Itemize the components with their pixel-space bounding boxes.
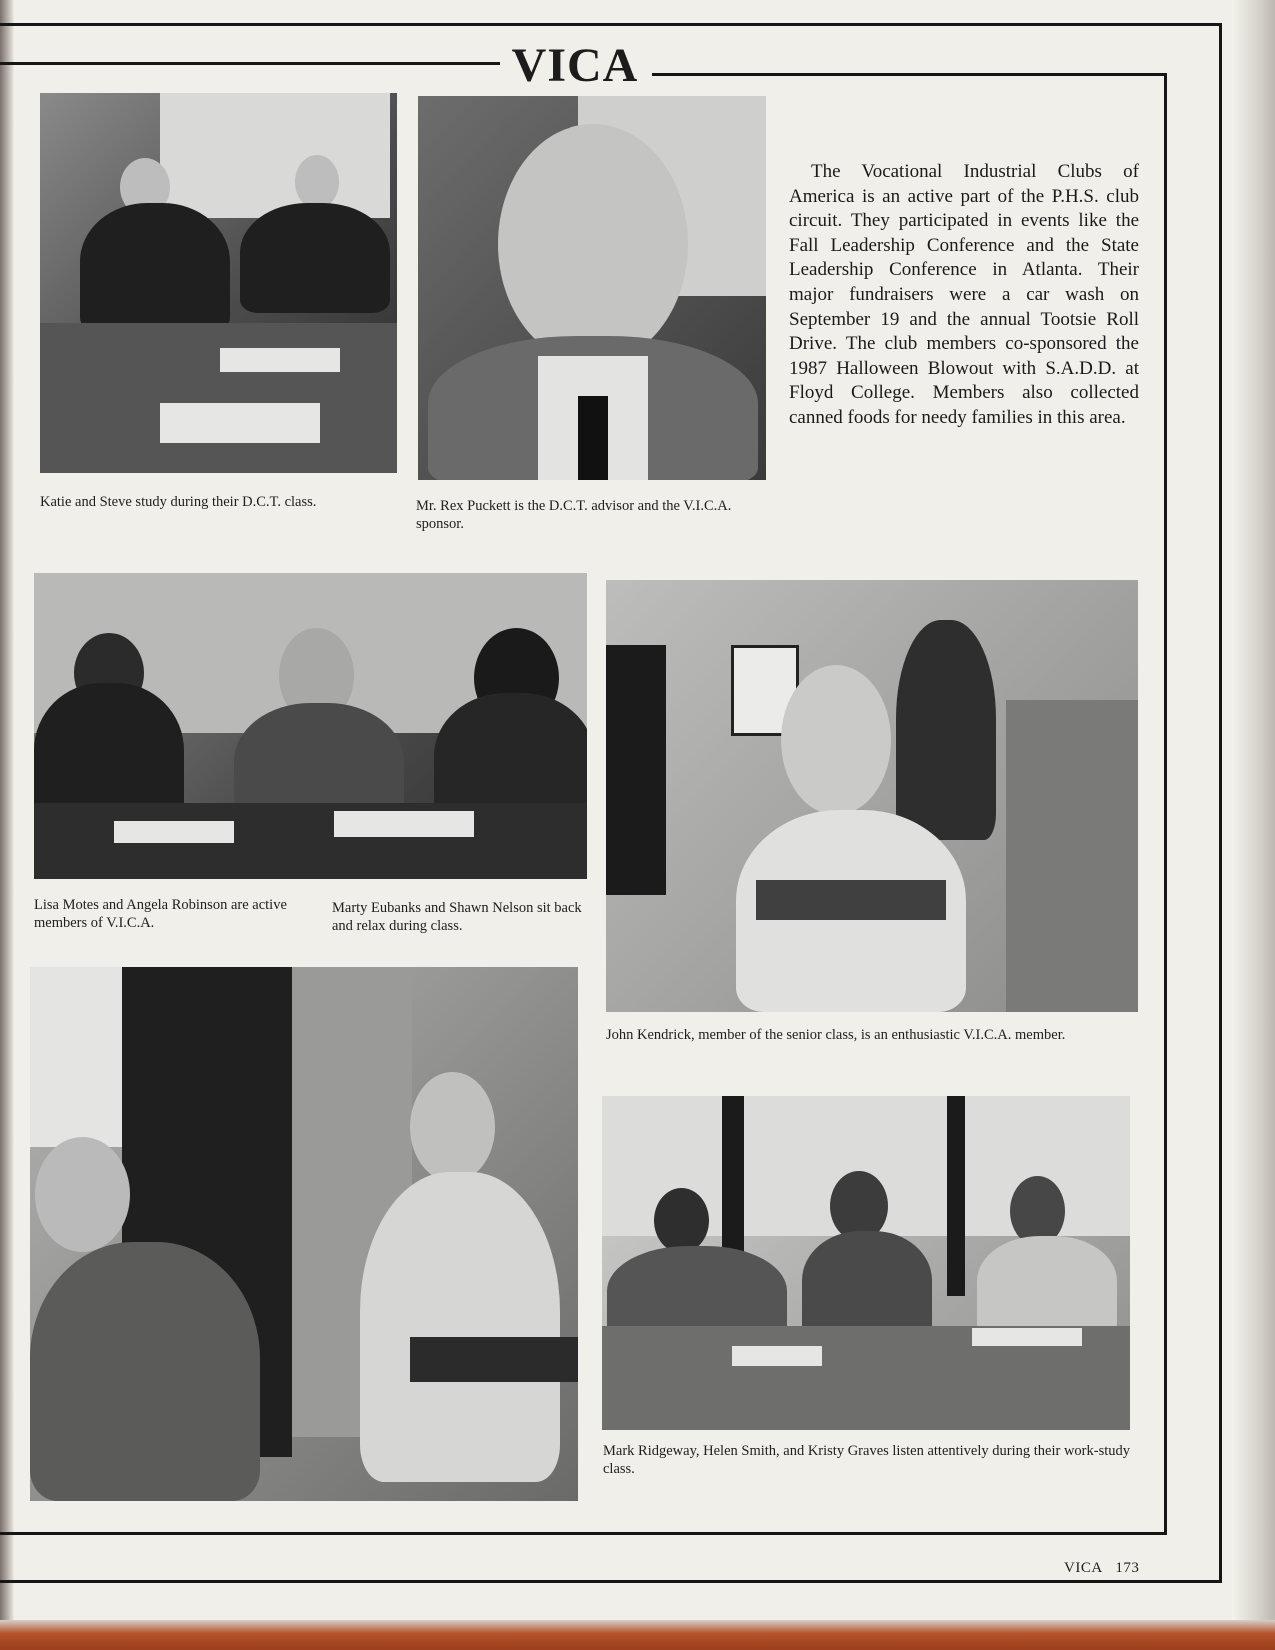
caption-photo5: John Kendrick, member of the senior class, is an enthusiastic V.I.C.A. member.: [606, 1027, 1066, 1043]
photo-katie-and-steve: [40, 93, 397, 473]
inner-frame-top-left: [0, 62, 510, 65]
outer-frame-top: [0, 23, 1222, 26]
photo-mark-helen-kristy: [602, 1096, 1130, 1430]
photo-rex-puckett: [418, 96, 766, 480]
binding-shadow: [0, 0, 14, 1650]
caption-photo6: Mark Ridgeway, Helen Smith, and Kristy Graves listen attentively during their work-study class.: [603, 1443, 1130, 1477]
inner-frame-bottom: [0, 1532, 1167, 1535]
caption-photo2: Mr. Rex Puckett is the D.C.T. advisor and the V.I.C.A. sponsor.: [416, 498, 732, 532]
cover-edge: [0, 1620, 1275, 1650]
photo-john-kendrick: [606, 580, 1138, 1012]
outer-frame-bottom: [0, 1580, 1222, 1583]
inner-frame-right: [1164, 73, 1167, 1535]
page-edge: [1232, 0, 1275, 1650]
caption-photo1: Katie and Steve study during their D.C.T. class.: [40, 494, 317, 510]
photo-marty-and-shawn: [30, 967, 578, 1501]
inner-frame-top-right: [652, 73, 1167, 76]
folio-section: VICA: [1064, 1560, 1103, 1576]
intro-text: The Vocational Industrial Clubs of America is an active part of the P.H.S. club circuit. They participated in events like the Fall Leadership Conference and the State Leadership Conference in Atlanta. Their major fundraisers were a car wash on September 19 and the annual Tootsie Roll Drive. The club members co-sponsored the 1987 Halloween Blowout with S.A.D.D. at Floyd College. Members also collected canned foods for needy families in this area.: [789, 161, 1139, 428]
caption-photo4: Marty Eubanks and Shawn Nelson sit back and relax during class.: [332, 900, 582, 934]
page-title: VICA: [500, 38, 650, 94]
page-number: 173: [1115, 1560, 1140, 1576]
caption-photo3: Lisa Motes and Angela Robinson are active members of V.I.C.A.: [34, 897, 287, 931]
outer-frame-right: [1219, 23, 1222, 1583]
folio: [1064, 1560, 1139, 1577]
photo-lisa-and-angela: [34, 573, 587, 879]
